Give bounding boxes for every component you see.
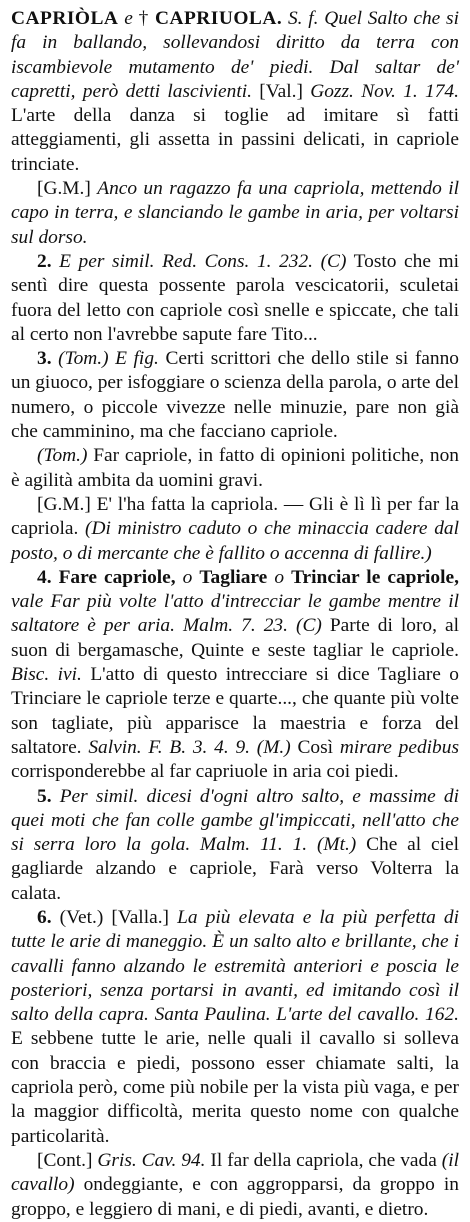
- citation-source: Red. Cons. 1. 232. (C): [162, 250, 347, 272]
- editor-tag: [G.M.]: [37, 178, 91, 200]
- citation-text: L'arte della danza si toglie ad imitare sì fatti atteggiamenti, gli assetta in passini delicati, in capriole trinciate.: [11, 105, 459, 175]
- phrase-or: o: [182, 566, 193, 588]
- citation-text: corrisponderebbe al far capriuole in aria coi piedi.: [11, 761, 399, 783]
- sense-definition: La più elevata e la più perfetta di tutte le arie di maneggio. È un salto alto e brillante, che i cavalli fanno alzando le estremità anteriori e poscia le posteriori, senza portarsi in avanti, ed imitando così il salto della capra.: [11, 906, 459, 1026]
- sense-2: [11, 250, 459, 347]
- source-tag: [Val.]: [259, 80, 303, 102]
- source-tag: (Vet.) [Valla.]: [59, 906, 169, 928]
- phrase-headword: Tagliare: [199, 566, 268, 588]
- citation-text: Così: [297, 736, 334, 758]
- source-tag: [Cont.]: [37, 1149, 93, 1171]
- citation-text: Che al ciel gagliarde alzando e capriole, Farà verso Volterra la calata.: [11, 834, 459, 904]
- citation-text: Far capriole, in fatto di opinioni politiche, non è agilità ambita da uomini gravi.: [11, 445, 459, 491]
- citation-source: Salvin. F. B. 3. 4. 9. (M.): [88, 736, 291, 758]
- gm-note-2: [11, 493, 459, 566]
- citation-source: Bisc. ivi.: [11, 664, 82, 686]
- citation-source: Santa Paulina. L'arte del cavallo. 162.: [154, 1004, 459, 1026]
- phrase-headword: Trinciar le capriole,: [291, 566, 459, 588]
- gm-note-1: [11, 177, 459, 250]
- citation-text: E sebbene tutte le arie, nelle quali il cavallo si solleva con braccia e piedi, possono esser chiamate salti, la capriola però, come più nobile per la vista più vaga, e per la maggior difficoltà, merita questo nome con qualche particolarità.: [11, 1028, 459, 1147]
- headword-variant: CAPRIUOLA.: [154, 8, 283, 29]
- example-text: Anco un ragazzo fa una capriola, mettendo il capo in terra, e slanciando le gambe in aria, per voltarsi sul dorso.: [11, 178, 459, 248]
- citation-text: Il far della capriola, che vada: [210, 1149, 437, 1171]
- citation-text: Parte di loro, al suon di bergamasche, Quinte e seste tagliar le capriole.: [11, 615, 459, 661]
- definition: Quel Salto che si fa in ballando, sollevandosi diritto da terra con iscambievole mutamento de' piedi. Dal saltar de' capretti, però detti lascivienti.: [11, 8, 459, 102]
- phrase-headword: Fare capriole,: [58, 566, 176, 588]
- citation-text: Certi scrittori che dello stile si fanno un giuoco, per isfoggiare o scienza della parola, o arte del numero, o piccole vivezze nelle minuzie, pare non già che camminino, ma che facciano capriole.: [11, 348, 459, 443]
- citation-source: Malm. 11. 1. (Mt.): [200, 834, 357, 856]
- example-text: E' l'ha fatta la capriola. — Gli è lì lì per far la capriola.: [11, 493, 459, 540]
- source-tag: (Tom.): [58, 348, 109, 370]
- sense-number: 3.: [37, 348, 52, 370]
- phrase-or: o: [274, 566, 285, 588]
- sense-6: [11, 906, 459, 1149]
- citation-text: Tosto che mi sentì dire questa possente parola vescicatorii, sculetai fuora del letto con capriole così snelle e spiccate, che tali al certo non l'avrebbe sapute fare Tito...: [11, 250, 460, 345]
- sense-4: [11, 566, 459, 785]
- sense-number: 5.: [37, 785, 52, 807]
- entry-headword-paragraph: [11, 7, 459, 177]
- citation-source: Gris. Cav. 94.: [97, 1149, 206, 1171]
- citation-text: ondeggiante, e con aggropparsi, da groppo in groppo, e leggiero di mani, e di piedi, avanti, e dietro.: [11, 1174, 459, 1220]
- obsolete-dagger-mark: †: [138, 8, 150, 29]
- citation-gloss: (il cavallo): [11, 1149, 459, 1196]
- sense-definition: E fig.: [115, 348, 159, 370]
- conjunction: e: [124, 8, 133, 29]
- sense-number: 6.: [37, 906, 52, 928]
- latin-phrase: mirare pedibus: [339, 736, 459, 758]
- sense-5: [11, 785, 459, 906]
- editor-tag: [G.M.]: [37, 493, 91, 515]
- source-tag: (Tom.): [37, 445, 88, 467]
- citation-source: Gozz. Nov. 1. 174.: [310, 80, 459, 102]
- cont-note: [11, 1149, 459, 1222]
- sense-definition: Per simil. dicesi d'ogni altro salto, e massime di quei moti che fan colle gambe gl'impiccati, nell'atto che si serra loro la gola.: [11, 785, 459, 856]
- grammar-tag: S. f.: [287, 8, 319, 29]
- sense-number: 2.: [37, 250, 52, 272]
- sense-3: [11, 347, 459, 444]
- sense-definition: E per simil.: [59, 250, 155, 272]
- sense-definition: vale Far più volte l'atto d'intrecciar le gambe mentre il saltatore è per aria.: [11, 591, 459, 637]
- example-gloss: (Di ministro caduto o che minaccia cadere dal posto, o di mercante che è fallito o accenna di fallire.): [11, 518, 459, 564]
- headword: CAPRIÒLA: [11, 8, 119, 29]
- citation-source: Malm. 7. 23. (C): [183, 615, 322, 637]
- citation-text: L'atto di questo intrecciare si dice Tagliare o Trinciare le capriole terze e quarte..., che quante più volte son tagliate, più apparisce la maestria e forza del saltatore.: [11, 664, 459, 758]
- sense-3-tom-note: [11, 444, 459, 493]
- sense-number: 4.: [37, 566, 52, 588]
